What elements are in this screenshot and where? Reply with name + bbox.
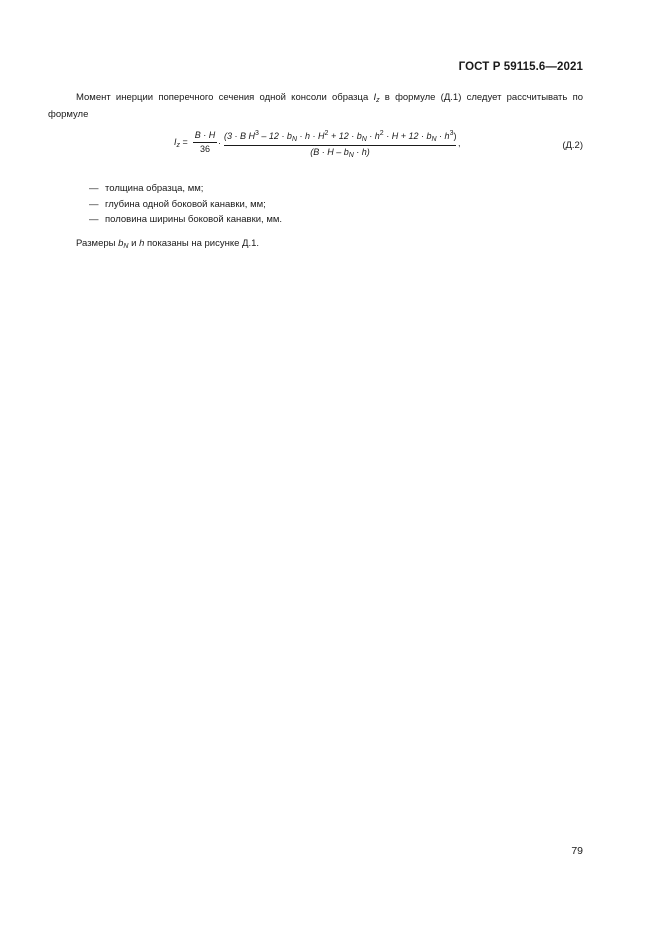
fraction-main-denominator: $(B \cdot H - b_N \cdot h)$ <box>310 147 370 159</box>
fraction-bh-over-36 <box>193 130 217 154</box>
moment-symbol-subscript: z <box>376 97 380 104</box>
multiply-dot: · <box>218 138 221 148</box>
definition-dash: — <box>89 198 99 210</box>
formula-comma: , <box>458 138 461 148</box>
figure-reference-paragraph: Размеры $b_N$ и h показаны на рисунке Д.1. <box>76 238 260 250</box>
fraction-numerator: B · H <box>194 130 216 140</box>
page-number: 79 <box>571 845 583 857</box>
equation-number: (Д.2) <box>562 140 583 151</box>
definition-text: половина ширины боковой канавки, мм. <box>105 214 283 226</box>
document-code: ГОСТ Р 59115.6—2021 <box>458 61 583 73</box>
formula-d2 <box>174 128 474 162</box>
definition-text: глубина одной боковой канавки, мм; <box>105 198 266 210</box>
intro-paragraph: Момент инерции поперечного сечения одной консоли образца $I_z$ в формуле (Д.1) следует рассчитывать по формуле <box>48 92 584 120</box>
fraction-main <box>224 130 456 159</box>
fraction-main-numerator: (3 · B $H^3 - 12 \cdot b_N \cdot h \cdot H^2 + 12 \cdot b_N \cdot h^2 \cdot H + 12 \cdot b_N \cdot h^3$) <box>224 130 457 143</box>
formula-lhs: $I_z$ = <box>174 137 188 149</box>
fraction-denominator: 36 <box>199 144 210 154</box>
definition-dash: — <box>89 183 99 194</box>
definition-text: толщина образца, мм; <box>105 183 204 194</box>
moment-symbol: I <box>373 92 377 103</box>
definition-dash: — <box>89 214 99 226</box>
